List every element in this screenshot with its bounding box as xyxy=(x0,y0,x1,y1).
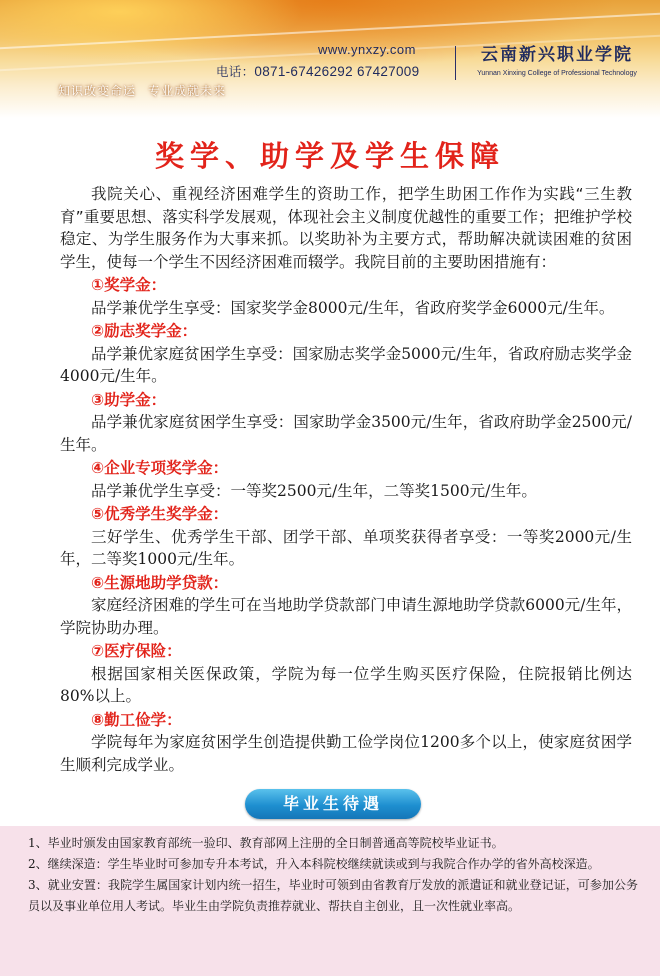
aid-item xyxy=(60,389,632,457)
aid-item-title: ⑤优秀学生奖学金： xyxy=(91,505,229,523)
aid-item xyxy=(60,320,632,388)
header-banner xyxy=(0,0,660,118)
slogan xyxy=(58,82,226,99)
phone-line xyxy=(216,62,419,80)
aid-item-text: 家庭经济困难的学生可在当地助学贷款部门申请生源地助学贷款6000元/生年，学院协助办理。 xyxy=(60,596,632,637)
main-content xyxy=(60,183,632,776)
graduates-list xyxy=(28,833,638,917)
aid-item-text: 品学兼优学生享受：国家奖学金8000元/生年，省政府奖学金6000元/生年。 xyxy=(91,298,615,317)
aid-item-text: 学院每年为家庭贫困学生创造提供勤工俭学岗位1200多个以上，使家庭贫困学生顺利完成学业。 xyxy=(60,733,632,774)
aid-item-title: ②励志奖学金： xyxy=(91,322,198,340)
aid-item xyxy=(60,572,632,640)
slogan-left: 知识改变命运 xyxy=(58,84,137,98)
phone-label: 电话： xyxy=(216,64,255,79)
intro-paragraph: 我院关心、重视经济困难学生的资助工作，把学生助困工作作为实践“三生教育”重要思想、落实科学发展观，体现社会主义制度优越性的重要工作；把维护学校稳定、为学生服务作为大事来抓。以奖助补为主要方式，帮助解决就读困难的贫困学生，使每一个学生不因经济困难而辍学。我院目前的主要助困措施有： xyxy=(60,185,632,271)
header-divider xyxy=(455,46,456,80)
aid-item-title: ③助学金： xyxy=(91,390,167,409)
graduates-panel xyxy=(0,826,660,976)
aid-item xyxy=(60,503,632,571)
aid-item-title: ①奖学金： xyxy=(91,276,167,294)
website-url: www.ynxzy.com xyxy=(318,42,416,57)
phone-number: 0871-67426292 67427009 xyxy=(254,64,420,79)
aid-item-text: 三好学生、优秀学生干部、团学干部、单项奖获得者享受：一等奖2000元/生年，二等奖1000元/生年。 xyxy=(60,527,632,568)
aid-item xyxy=(60,274,632,319)
college-name-cn: 云南新兴职业学院 xyxy=(481,45,633,65)
graduates-point: 1、毕业时颁发由国家教育部统一验印、教育部网上注册的全日制普通高等院校毕业证书。 xyxy=(28,836,504,850)
aid-item-text: 品学兼优家庭贫困学生享受：国家助学金3500元/生年，省政府助学金2500元/生年。 xyxy=(60,413,632,454)
graduates-point: 2、继续深造：学生毕业时可参加专升本考试，升入本科院校继续就读或到与我院合作办学的省外高校深造。 xyxy=(28,857,600,871)
aid-item xyxy=(60,640,632,708)
aid-item-text: 品学兼优家庭贫困学生享受：国家励志奖学金5000元/生年，省政府励志奖学金4000元/生年。 xyxy=(60,344,632,385)
aid-item-text: 根据国家相关医保政策，学院为每一位学生购买医疗保险，住院报销比例达80%以上。 xyxy=(60,664,632,705)
aid-item-title: ⑧勤工俭学： xyxy=(91,710,182,729)
page-title: 奖学、助学及学生保障 xyxy=(154,139,505,173)
aid-item-title: ⑦医疗保险： xyxy=(91,642,182,660)
aid-item xyxy=(60,709,632,777)
graduates-title-badge: 毕业生待遇 xyxy=(245,789,421,819)
aid-item-title: ⑥生源地助学贷款： xyxy=(91,573,229,592)
aid-item xyxy=(60,457,632,502)
graduates-point: 3、就业安置：我院学生属国家计划内统一招生，毕业时可领到由省教育厅发放的派遣证和就业登记证，可参加公务员以及事业单位用人考试。毕业生由学院负责推荐就业、帮扶自主创业，且一次性就业率高。 xyxy=(28,878,638,913)
slogan-right: 专业成就未来 xyxy=(148,84,227,98)
aid-item-text: 品学兼优学生享受：一等奖2500元/生年，二等奖1500元/生年。 xyxy=(91,481,537,500)
aid-item-title: ④企业专项奖学金： xyxy=(91,459,229,477)
college-name-en: Yunnan Xinxing College of Professional Technology xyxy=(477,70,637,77)
